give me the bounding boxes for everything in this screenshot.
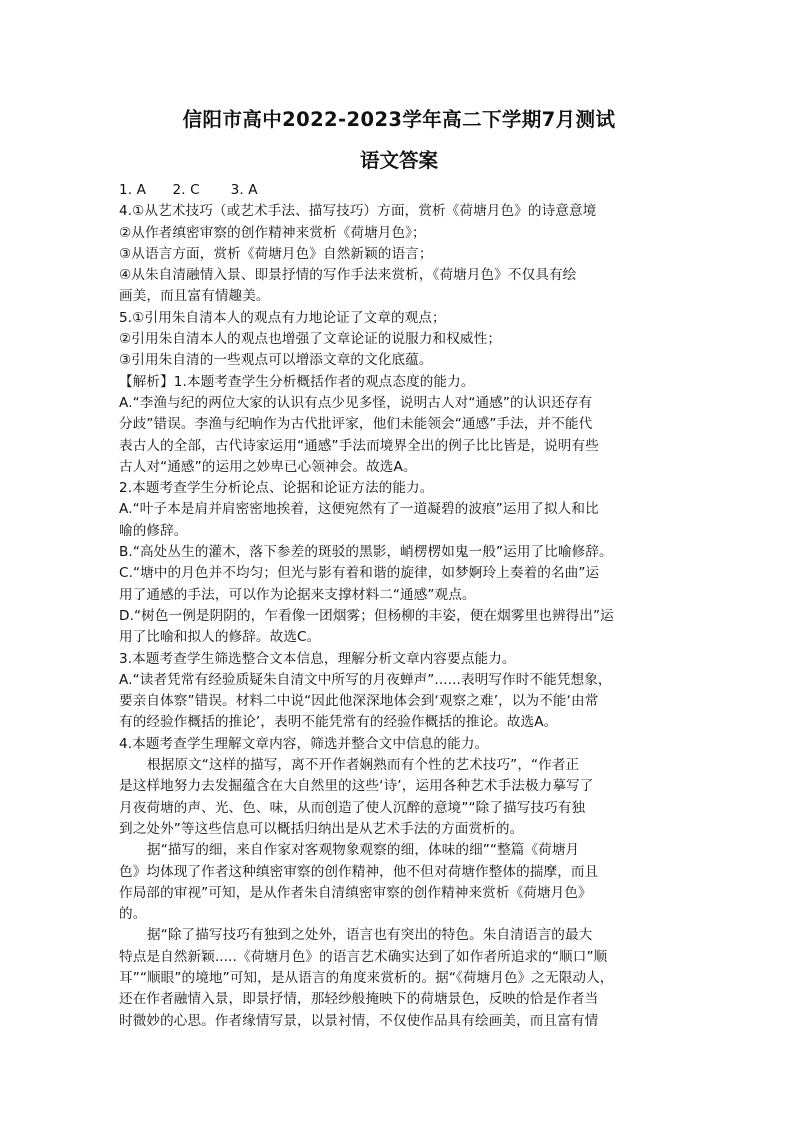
paragraph-line: 还在作者融情入景，即景抒情，那轻纱般掩映下的荷塘景色，反映的恰是作者当 [119, 991, 599, 1008]
text-line: ②引用朱自清本人的观点也增强了文章论证的说服力和权威性； [119, 331, 502, 348]
text-line: 古人对“通感”的运用之妙卑已心领神会。故选A。 [119, 458, 417, 475]
answer-body [119, 201, 679, 755]
text-line: 用了比喻和拟人的修辞。故选C。 [119, 629, 321, 646]
text-line: 画美，而且富有情趣美。 [119, 288, 270, 305]
text-line: 4.本题考查学生理解文章内容，筛选并整合文中信息的能力。 [119, 735, 489, 752]
text-line: 2.本题考查学生分析论点、论据和论证方法的能力。 [119, 480, 434, 497]
text-line: 4.①从艺术技巧（或艺术手法、描写技巧）方面，赏析《荷塘月色》的诗意意境 [119, 203, 597, 220]
document-title: 信阳市高中2022-2023学年高二下学期7月测试 [182, 108, 616, 131]
choice-answers: 1. A 2. C 3. A [119, 182, 258, 198]
text-line: 【解析】1.本题考查学生分析概括作者的观点态度的能力。 [119, 373, 475, 390]
text-line: A.“读者凭常有经验质疑朱自清文中所写的月夜蝉声”......表明写作时不能凭想象， [119, 671, 612, 688]
text-line: 3.本题考查学生筛选整合文本信息，理解分析文章内容要点能力。 [119, 650, 516, 667]
paragraph-line: 耳”“顺眼”的境地”可知，是从语言的角度来赏析的。据“《荷塘月色》之无限动人， [119, 969, 614, 986]
paragraph-line: 的。 [119, 906, 147, 923]
text-line: 表古人的全部，古代诗家运用“通感”手法而境界全出的例子比比皆是，说明有些 [119, 437, 599, 454]
answer-document [119, 96, 679, 1032]
text-line: 5.①引用朱自清本人的观点有力地论证了文章的观点； [119, 309, 446, 326]
paragraph-line: 到之处外”等这些信息可以概括归纳出是从艺术手法的方面赏析的。 [119, 820, 524, 837]
paragraph-line: 时微妙的心思。作者缘情写景，以景衬情，不仅使作品具有绘画美，而且富有情 [119, 1012, 599, 1029]
text-line: A.“叶子本是肩并肩密密地挨着，这便宛然有了一道凝碧的波痕”运用了拟人和比 [119, 501, 599, 518]
paragraph-line: 作局部的审视”可知，是从作者朱自清缜密审察的创作精神来赏析《荷塘月色》 [119, 884, 592, 901]
text-line: 有的经验作概括的推论’，表明不能凭常有的经验作概括的推论。故选A。 [119, 714, 558, 731]
text-line: 分歧”错误。李渔与纪晌作为古代批评家，他们未能领会“通感”手法，并不能代 [119, 416, 593, 433]
paragraph-line: 特点是自然新颖.....《荷塘月色》的语言艺术确实达到了如作者所追求的“顺口”顺 [119, 948, 608, 965]
paragraph-line: 是这样地努力去发掘蕴含在大自然里的这些‘诗’，运用各种艺术手法极力摹写了 [119, 778, 594, 795]
text-line: 要亲自体察”错误。材料二中说“因此他深深地体会到‘观察之难’，以为不能‘由常 [119, 693, 599, 710]
paragraph-line: 据“描写的细，来自作家对客观物象观察的细，体味的细”“整篇《荷塘月 [147, 842, 580, 859]
text-line: 喻的修辞。 [119, 522, 188, 539]
text-line: C.“塘中的月色并不均匀；但光与影有着和谐的旋律，如梦婀玲上奏着的名曲”运 [119, 565, 600, 582]
text-line: B.“高处丛生的灌木，落下参差的斑驳的黑影，峭楞楞如鬼一般”运用了比喻修辞。 [119, 544, 613, 561]
text-line: ②从作者缜密审察的创作精神来赏析《荷塘月色》； [119, 224, 426, 241]
text-line: 用了通感的手法，可以作为论据来支撑材料二“通感”观点。 [119, 586, 476, 603]
paragraph-line: 据“除了描写技巧有独到之处外，语言也有突出的特色。朱自清语言的最大 [147, 927, 593, 944]
text-line: ③从语言方面，赏析《荷塘月色》自然新颖的语言； [119, 245, 433, 262]
text-line: ④从朱自清融情入景、即景抒情的写作手法来赏析，《荷塘月色》不仅具有绘 [119, 267, 577, 284]
paragraph-line: 根据原文“这样的描写，离不开作者娴熟而有个性的艺术技巧”，“作者正 [147, 757, 580, 774]
text-line: D.“树色一例是阴阴的，乍看像一团烟雾；但杨柳的丰姿，便在烟雾里也辨得出”运 [119, 607, 614, 624]
paragraph-line: 色》均体现了作者这种缜密审察的创作精神，他不但对荷塘作整体的揣摩，而且 [119, 863, 599, 880]
document-subtitle: 语文答案 [359, 149, 438, 172]
analysis-paragraphs [119, 755, 679, 1032]
text-line: A.“李渔与纪的两位大家的认识有点少见多怪，说明古人对“通感”的认识还存有 [119, 394, 593, 411]
text-line: ③引用朱自清的一些观点可以增添文章的文化底蕴。 [119, 352, 433, 369]
paragraph-line: 月夜荷塘的声、光、色、味，从而创造了使人沉醉的意境”“除了描写技巧有独 [119, 799, 586, 816]
